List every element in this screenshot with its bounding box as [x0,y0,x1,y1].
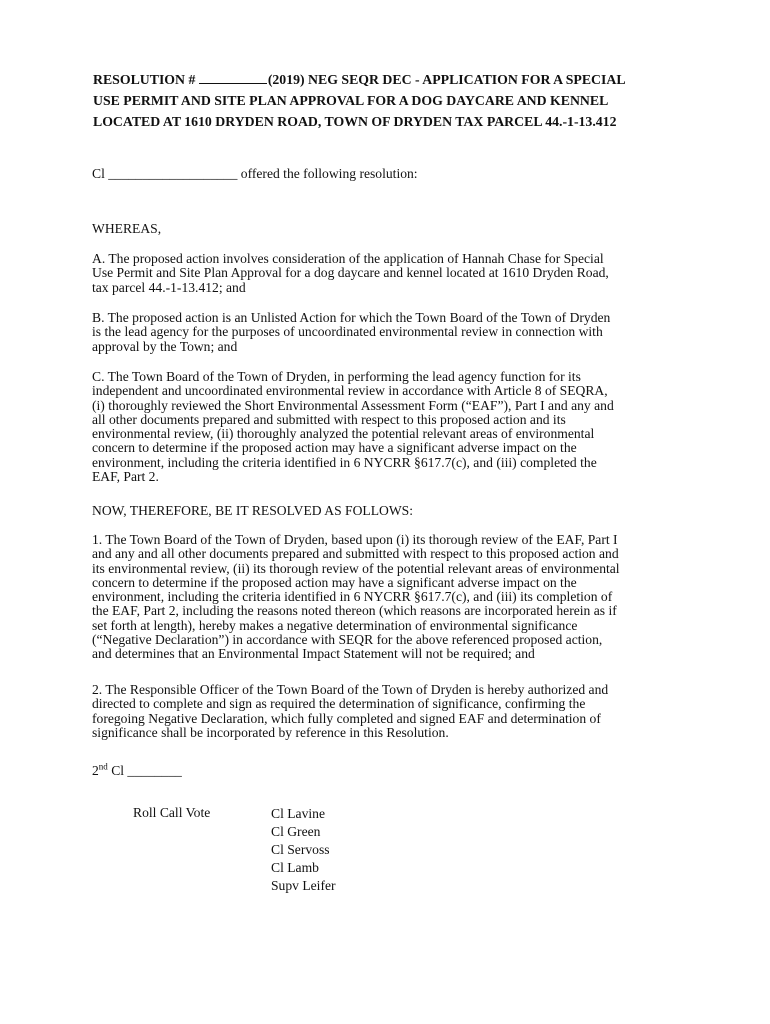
paragraph-line: set forth at length), hereby makes a negative determination of environmental significance [92,617,578,633]
title-line-2: USE PERMIT AND SITE PLAN APPROVAL FOR A DOG DAYCARE AND KENNEL [93,93,609,108]
paragraph-line: and determines that an Environmental Impact Statement will not be required; and [92,646,535,662]
paragraph-line: directed to complete and sign as required the determination of significance, confirming the [92,696,586,712]
roll-call-member: Cl Lavine [271,806,325,821]
paragraph-line: A. The proposed action involves consideration of the application of Hannah Chase for Special [92,251,604,266]
paragraph-line: environmental review, (ii) thoroughly analyzed the potential relevant areas of environmental [92,426,595,442]
paragraph-line: (“Negative Declaration”) in accordance with SEQR for the above referenced proposed action, [92,632,603,648]
second-line [92,761,682,778]
roll-call-member: Supv Leifer [271,878,336,893]
paragraph-line: is the lead agency for the purposes of uncoordinated environmental review in connection with [92,324,603,340]
roll-call-member: Cl Servoss [271,842,330,857]
paragraph-line: 2. The Responsible Officer of the Town Board of the Town of Dryden is hereby authorized and [92,682,609,697]
paragraph-a [92,252,682,295]
title-prefix: RESOLUTION # [93,72,196,87]
offered-line: Cl ___________________ offered the following resolution: [92,166,418,181]
paragraph-line: C. The Town Board of the Town of Dryden, in performing the lead agency function for its [92,369,581,384]
paragraph-1 [92,533,682,662]
resolution-number-blank [199,69,267,84]
paragraph-c [92,370,682,484]
roll-call-member: Cl Green [271,824,321,839]
paragraph-line: EAF, Part 2. [92,469,159,485]
title-line-3: LOCATED AT 1610 DRYDEN ROAD, TOWN OF DRYDEN TAX PARCEL 44.-1-13.412 [93,114,617,129]
paragraph-line: foregoing Negative Declaration, which fully completed and signed EAF and determination of [92,710,601,726]
second-prefix: 2 [92,763,99,778]
paragraph-line: independent and uncoordinated environmental review in accordance with Article 8 of SEQRA, [92,383,608,399]
paragraph-line: approval by the Town; and [92,338,238,354]
paragraph-line: 1. The Town Board of the Town of Dryden, based upon (i) its thorough review of the EAF, Part I [92,532,618,547]
paragraph-line: (i) thoroughly reviewed the Short Environmental Assessment Form (“EAF”), Part I and any and [92,397,614,413]
paragraph-b [92,311,682,354]
title-line-1 [93,69,693,90]
roll-call-member: Cl Lamb [271,860,319,875]
second-rest: Cl ________ [107,763,182,778]
paragraph-line: environment, including the criteria identified in 6 NYCRR §617.7(c), and (iii) its completion of [92,589,613,605]
roll-call-label: Roll Call Vote [133,805,211,820]
whereas-heading: WHEREAS, [92,221,162,236]
paragraph-line: B. The proposed action is an Unlisted Action for which the Town Board of the Town of Dryden [92,310,611,325]
resolution-title [93,69,693,132]
title-line-1-rest: (2019) NEG SEQR DEC - APPLICATION FOR A SPECIAL [267,72,626,87]
paragraph-line: concern to determine if the proposed action may have a significant adverse impact on the [92,574,577,590]
now-therefore-heading: NOW, THEREFORE, BE IT RESOLVED AS FOLLOWS: [92,503,413,518]
second-ordinal: nd [98,761,108,772]
paragraph-line: concern to determine if the proposed action may have a significant adverse impact on the [92,440,577,456]
paragraph-line: tax parcel 44.-1-13.412; and [92,279,246,295]
paragraph-line: all other documents prepared and submitted with respect to this proposed action and its [92,411,566,427]
paragraph-line: environment, including the criteria identified in 6 NYCRR §617.7(c), and (iii) completed the [92,454,597,470]
paragraph-line: significance shall be incorporated by reference in this Resolution. [92,724,449,740]
roll-call-members [271,805,336,895]
paragraph-line: its environmental review, (ii) its thorough review of the potential relevant areas of environmental [92,560,620,576]
paragraph-2 [92,683,682,740]
paragraph-line: and any and all other documents prepared and submitted with respect to this proposed action and [92,546,619,562]
paragraph-line: Use Permit and Site Plan Approval for a dog daycare and kennel located at 1610 Dryden Road, [92,265,609,281]
paragraph-line: the EAF, Part 2, including the reasons noted thereon (which reasons are incorporated herein as if [92,603,617,619]
